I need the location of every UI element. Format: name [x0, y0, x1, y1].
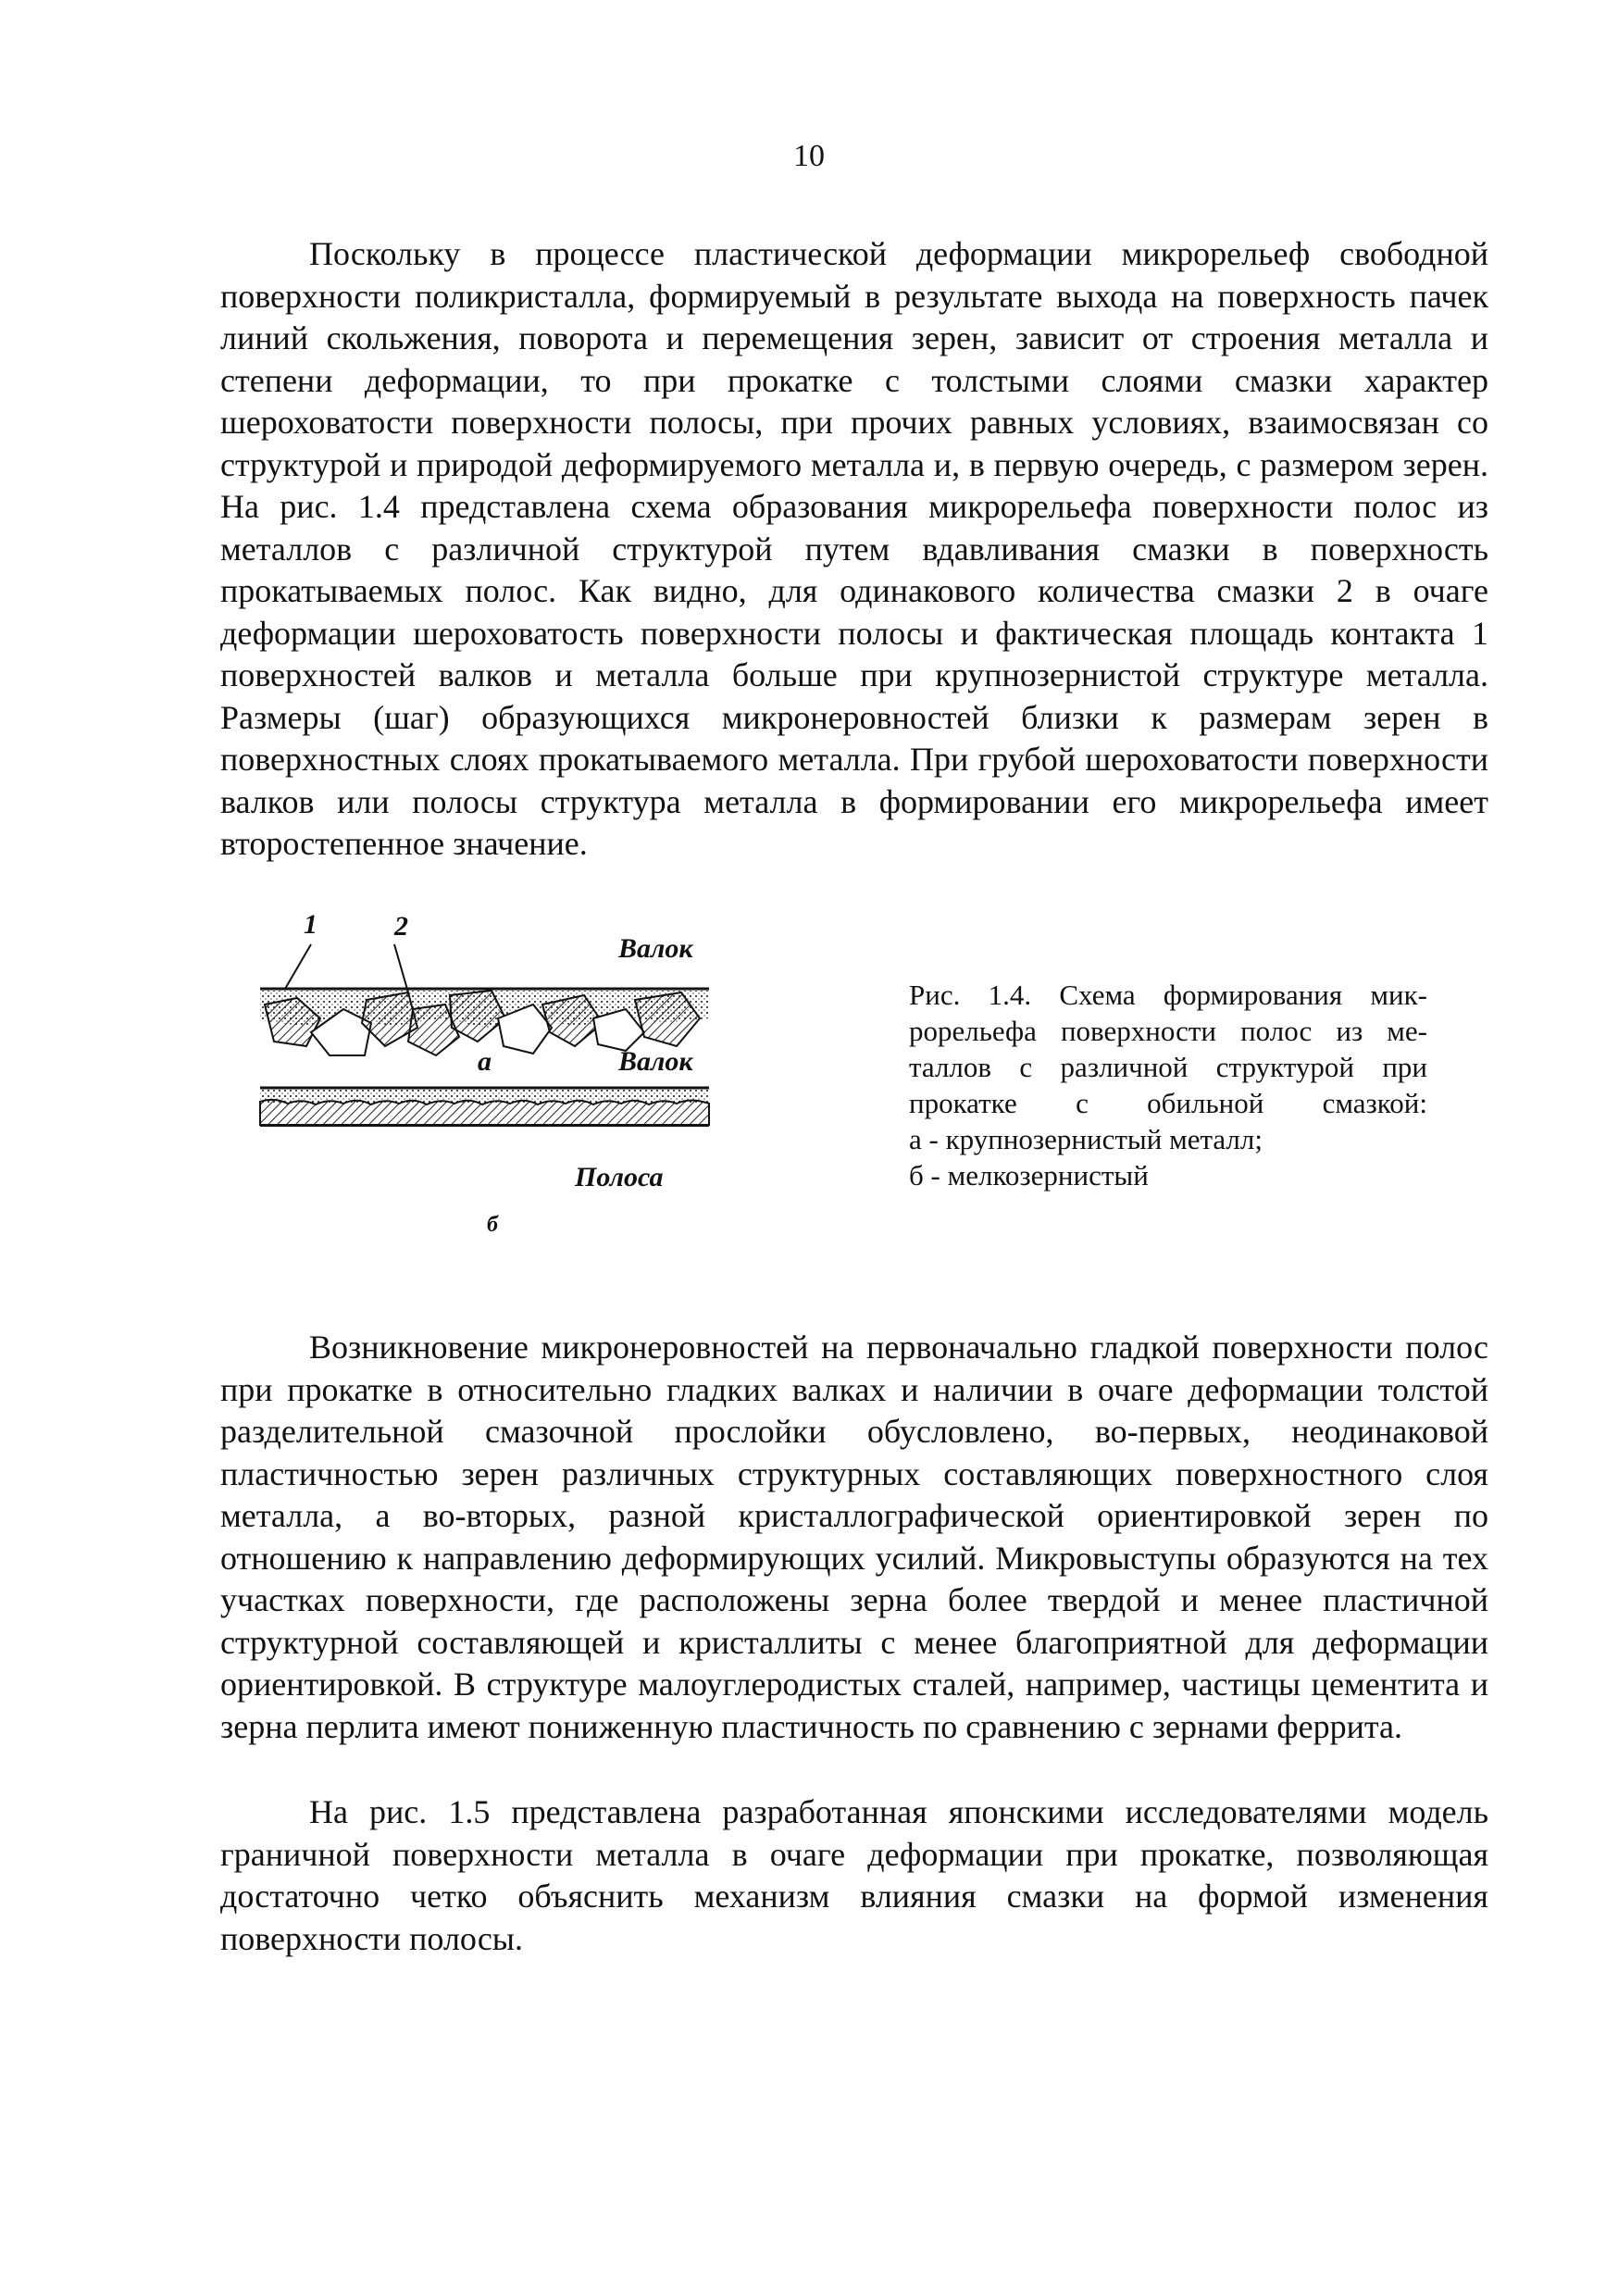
- caption-line: б - мелкозернистый: [909, 1159, 1149, 1192]
- paragraph-2: Возникновение микронеровностей на первоначально гладкой поверхности полос при прокатке в относительно гладких валках и наличии в очаге деформации толстой разделительной смазочной прослойки обусловлено, во-первых, неодинаковой пластичностью зерен различных структурных составляющих поверхностного слоя металла, а во-вторых, разной кристаллографической ориентировкой зерен по отношению к направлению деформирующих усилий. Микровыступы образуются на тех участках поверхности, где расположены зерна более твердой и менее пластичной структурной составляющей и кристаллиты с менее благоприятной для деформации ориентировкой. В структуре малоуглеродистых сталей, например, частицы цементита и зерна перлита имеют пониженную пластичность по сравнению с зернами феррита.: [220, 1329, 1488, 1745]
- caption-line: рорельефа поверхности полос из ме-: [909, 1015, 1427, 1047]
- figure-caption: [909, 977, 1427, 1193]
- label-a: а: [478, 1046, 492, 1077]
- leader-1: [285, 944, 311, 989]
- label-b: б: [487, 1213, 498, 1237]
- label-valok-mid: Валок: [618, 1046, 693, 1077]
- figure-drawing: [255, 917, 718, 1250]
- figure-1-4: [255, 909, 718, 1250]
- label-valok-top: Валок: [618, 933, 693, 964]
- caption-line: прокатке с обильной смазкой:: [909, 1087, 1427, 1119]
- leader-2: [394, 944, 408, 992]
- page-number: 10: [793, 139, 825, 173]
- caption-line: Рис. 1.4. Схема формирования мик-: [909, 979, 1427, 1011]
- caption-line: таллов с различной структурой при: [909, 1051, 1427, 1083]
- paragraph-1: Поскольку в процессе пластической деформации микрорельеф свободной поверхности поликристалла, формируемый в результате выхода на поверхность пачек линий скольжения, поворота и перемещения зерен, зависит от строения металла и степени деформации, то при прокатке с толстыми слоями смазки характер шероховатости поверхности полосы, при прочих равных условиях, взаимосвязан со структурой и природой деформируемого металла и, в первую очередь, с размером зерен. На рис. 1.4 представлена схема образования микрорельефа поверхности полос из металлов с различной структурой путем вдавливания смазки в поверхность прокатываемых полос. Как видно, для одинакового количества смазки 2 в очаге деформации шероховатость поверхности полосы и фактическая площадь контакта 1 поверхностей валков и металла больше при крупнозернистой структуре металла. Размеры (шаг) образующихся микронеровностей близки к размерам зерен в поверхностных слоях прокатываемого металла. При грубой шероховатости поверхности валков или полосы структура металла в формировании его микрорельефа имеет второстепенное значение.: [220, 235, 1488, 862]
- caption-line: а - крупнозернистый металл;: [909, 1123, 1263, 1155]
- label-2: 2: [394, 911, 408, 942]
- label-polosa: Полоса: [575, 1162, 664, 1192]
- label-1: 1: [304, 909, 317, 940]
- small-grains-b: [260, 1100, 709, 1125]
- paragraph-3: На рис. 1.5 представлена разработанная японскими исследователями модель граничной поверхности металла в очаге деформации при прокатке, позволяющая достаточно четко объяснить механизм влияния смазки на формой изменения поверхности полосы.: [220, 1793, 1488, 1957]
